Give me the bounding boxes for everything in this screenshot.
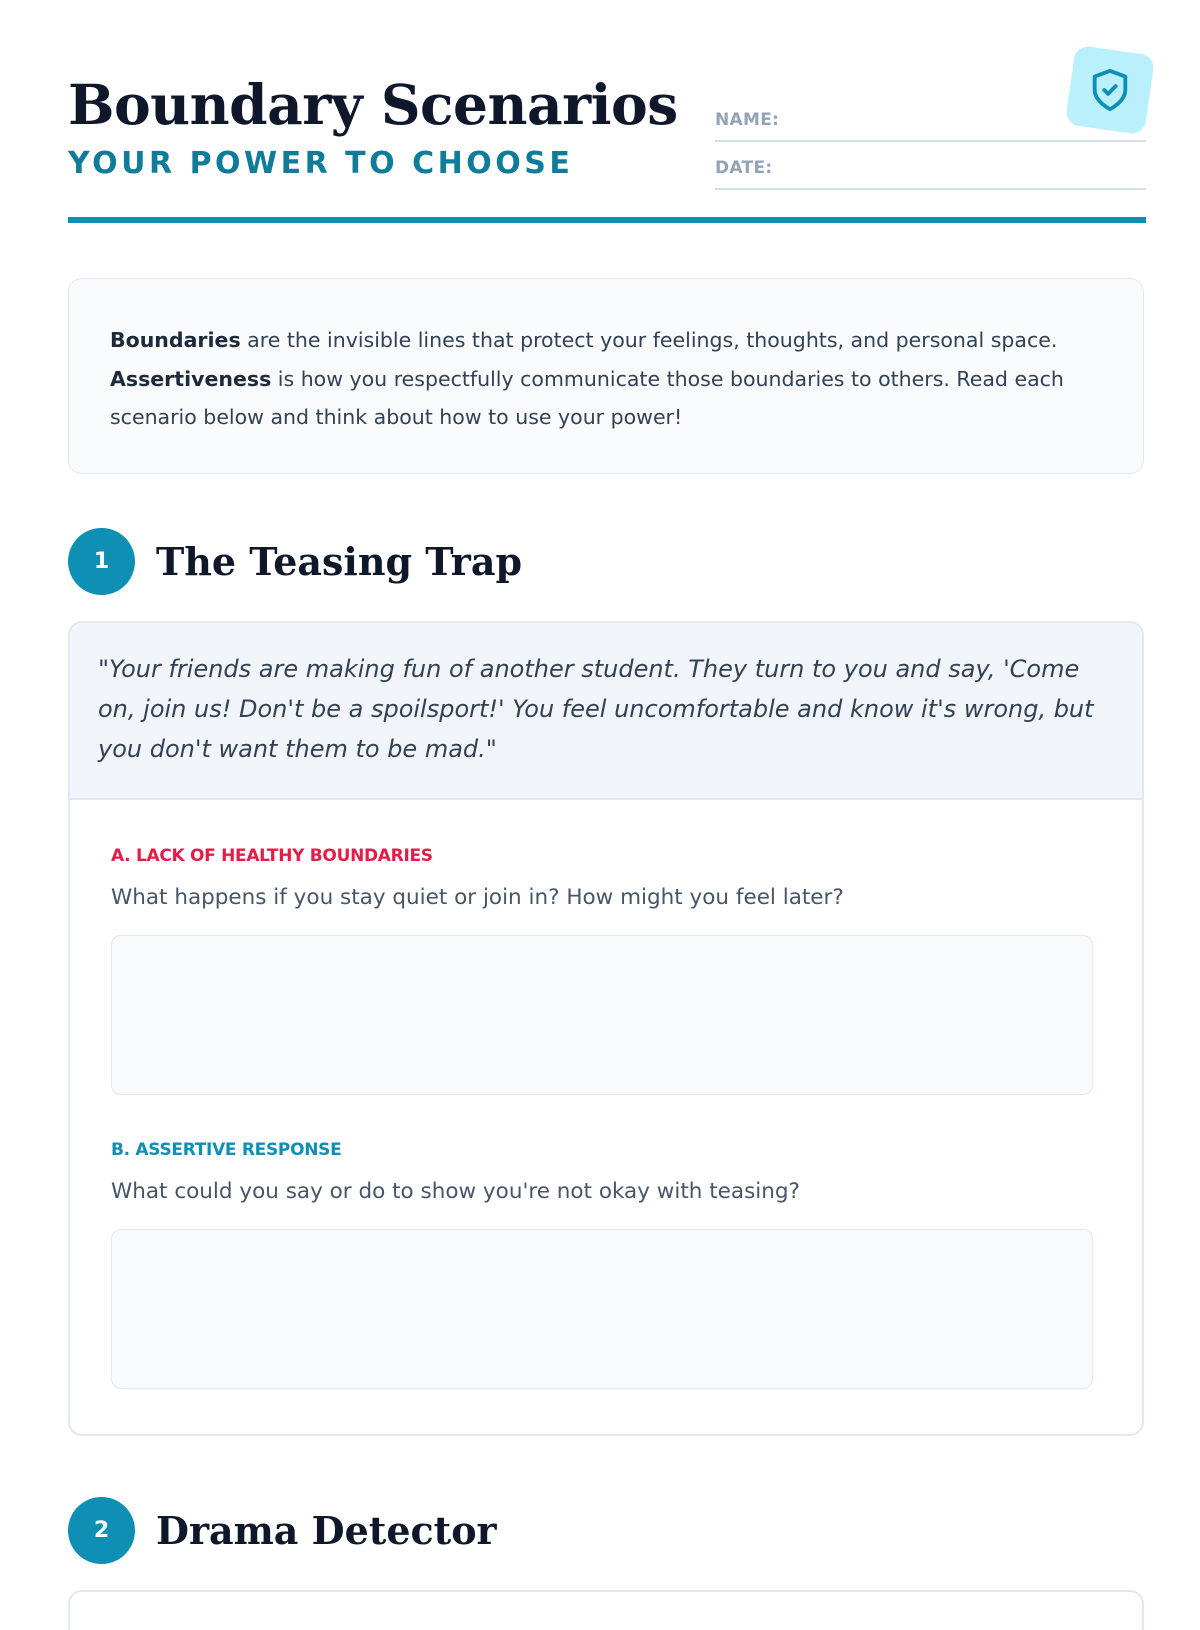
- intro-text-1: are the invisible lines that protect your feelings, thoughts, and personal space.: [240, 328, 1058, 352]
- page-title: Boundary Scenarios: [68, 72, 678, 137]
- scenario-2-heading: [68, 1496, 497, 1564]
- intro-box: [68, 278, 1144, 474]
- part-a: [111, 845, 1093, 1095]
- scenario-2-card: [68, 1590, 1144, 1630]
- scenario-1-card: [68, 621, 1144, 1436]
- scenario-1-heading: [68, 527, 522, 595]
- date-label: DATE:: [715, 158, 773, 178]
- part-a-label: A. LACK OF HEALTHY BOUNDARIES: [111, 846, 433, 866]
- page-subtitle: YOUR POWER TO CHOOSE: [68, 146, 574, 181]
- date-field[interactable]: [715, 152, 1146, 190]
- part-b-label: B. ASSERTIVE RESPONSE: [111, 1140, 342, 1160]
- scenario-title: The Teasing Trap: [156, 538, 523, 584]
- part-a-question: What happens if you stay quiet or join in? How might you feel later?: [111, 885, 844, 910]
- intro-term-assertiveness: Assertiveness: [110, 366, 272, 391]
- part-b: [111, 1139, 1093, 1389]
- intro-text-2: is how you respectfully communicate those boundaries to others. Read each scenario below and think about how to use your power!: [110, 366, 1064, 429]
- scenario-quote: "Your friends are making fun of another student. They turn to you and say, 'Come on, join us! Don't be a spoilsport!' You feel uncomfortable and know it's wrong, but you don't want them to be mad.": [70, 623, 1142, 800]
- part-a-answer-box[interactable]: [111, 935, 1093, 1095]
- scenario-title: Drama Detector: [156, 1507, 497, 1553]
- scenario-number-badge: 2: [68, 1497, 135, 1564]
- part-b-answer-box[interactable]: [111, 1229, 1093, 1389]
- badge: [1065, 45, 1155, 135]
- intro-term-boundaries: Boundaries: [110, 328, 241, 352]
- worksheet-header: [68, 0, 1146, 226]
- name-label: NAME:: [715, 110, 780, 130]
- part-b-question: What could you say or do to show you're not okay with teasing?: [111, 1179, 800, 1204]
- shield-check-icon: [1087, 67, 1133, 113]
- header-divider: [68, 217, 1146, 223]
- worksheet-page: [68, 0, 1146, 1553]
- scenario-number-badge: 1: [68, 528, 135, 595]
